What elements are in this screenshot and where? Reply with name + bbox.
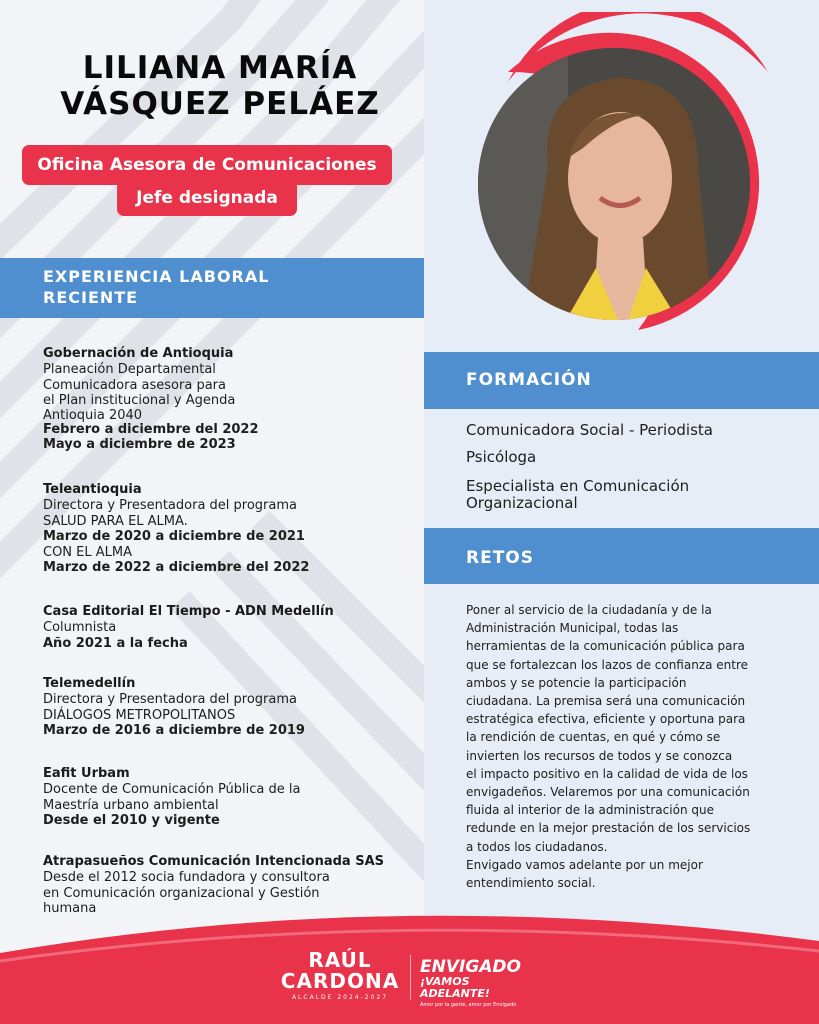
- experience-org: Telemedellín: [43, 676, 136, 691]
- logo-raul-line-2: CARDONA: [280, 969, 400, 993]
- experience-date: Desde el 2010 y vigente: [43, 813, 220, 828]
- experience-date: Mayo a diciembre de 2023: [43, 437, 236, 452]
- logo-divider: [410, 955, 411, 1000]
- experience-item: [43, 766, 413, 829]
- office-badge: Oficina Asesora de Comunicaciones: [22, 145, 392, 185]
- experience-line: humana: [43, 901, 97, 916]
- experience-line: SALUD PARA EL ALMA.: [43, 513, 188, 529]
- experience-item: [43, 482, 413, 576]
- experience-heading-line-1: EXPERIENCIA LABORAL: [43, 267, 270, 286]
- experience-line: en Comunicación organizacional y Gestión: [43, 885, 320, 901]
- experience-line: CON EL ALMA: [43, 544, 133, 560]
- experience-line: el Plan institucional y Agenda: [43, 393, 236, 408]
- logo-raul-sub: ALCALDE 2024-2027: [291, 994, 389, 1001]
- experience-item: [43, 604, 413, 651]
- experience-line: Directora y Presentadora del programa: [43, 692, 297, 707]
- experience-org: Casa Editorial El Tiempo - ADN Medellín: [43, 604, 334, 619]
- experience-org: Gobernación de Antioquia: [43, 346, 234, 361]
- experience-line: Columnista: [43, 620, 117, 635]
- formacion-item: Psicóloga: [466, 448, 537, 466]
- experience-date: Marzo de 2022 a diciembre del 2022: [43, 560, 310, 575]
- experience-line: Docente de Comunicación Pública de la: [43, 782, 301, 797]
- formacion-heading: FORMACIÓN: [424, 352, 819, 409]
- experience-date: Marzo de 2020 a diciembre de 2021: [43, 529, 305, 544]
- experience-date: Febrero a diciembre del 2022: [43, 421, 259, 437]
- experience-line: Maestría urbano ambiental: [43, 797, 219, 813]
- name-line-1: LILIANA MARÍA: [82, 50, 358, 86]
- experience-date: Año 2021 a la fecha: [43, 635, 188, 651]
- logo-envigado-line-1: ENVIGADO: [420, 957, 521, 977]
- position-badge: Jefe designada: [117, 180, 297, 216]
- portrait-photo: [478, 48, 750, 320]
- logo-envigado-line-2: ¡VAMOS ADELANTE!: [420, 975, 490, 1000]
- formacion-item: Comunicadora Social - Periodista: [466, 421, 713, 439]
- envigado-logo: [420, 958, 540, 1008]
- experience-org: Eafit Urbam: [43, 766, 130, 781]
- experience-line: Directora y Presentadora del programa: [43, 498, 297, 513]
- formacion-item: Organizacional: [466, 494, 578, 512]
- raul-cardona-logo: [280, 950, 400, 1001]
- experience-heading-line-2: RECIENTE: [43, 288, 139, 307]
- experience-line: Desde el 2012 socia fundadora y consultora: [43, 870, 330, 885]
- experience-date: Marzo de 2016 a diciembre de 2019: [43, 723, 305, 738]
- experience-org: Atrapasueños Comunicación Intencionada SAS: [43, 854, 385, 869]
- retos-heading: RETOS: [424, 528, 819, 584]
- formacion-item: Especialista en Comunicación: [466, 477, 690, 495]
- experience-heading: [0, 258, 424, 318]
- experience-line: Planeación Departamental: [43, 362, 216, 377]
- name-line-2: VÁSQUEZ PELÁEZ: [60, 86, 380, 122]
- experience-line: Antioquia 2040: [43, 407, 143, 423]
- experience-line: DIÁLOGOS METROPOLITANOS: [43, 707, 236, 723]
- experience-item: [43, 346, 413, 453]
- experience-org: Teleantioquia: [43, 482, 142, 497]
- retos-text: Poner al servicio de la ciudadanía y de la Administración Municipal, todas las herramientas de la comunicación pública para que se fortalezcan los lazos de confianza entre ambos y se potencie la participación ciudadana. La premisa será una comunicación estratégica efectiva, eficiente y oportuna para la rendición de cuentas, en qué y cómo se invierten los recursos de todos y se conozca el impacto positivo en la calidad de vida de los envigadeños. Velaremos por una comunicación fluida al interior de la administración que redunde en la mejor prestación de los servicios a todos los ciudadanos. Envigado vamos adelante por un mejor entendimiento social.: [466, 603, 751, 891]
- person-name: [30, 50, 410, 122]
- logo-raul-line-1: RAÚL: [308, 948, 372, 972]
- portrait-icon: [478, 48, 750, 320]
- experience-item: [43, 676, 413, 739]
- experience-line: Comunicadora asesora para: [43, 377, 226, 393]
- logo-envigado-sub: Amor por la gente, amor por Envigado: [420, 1002, 517, 1008]
